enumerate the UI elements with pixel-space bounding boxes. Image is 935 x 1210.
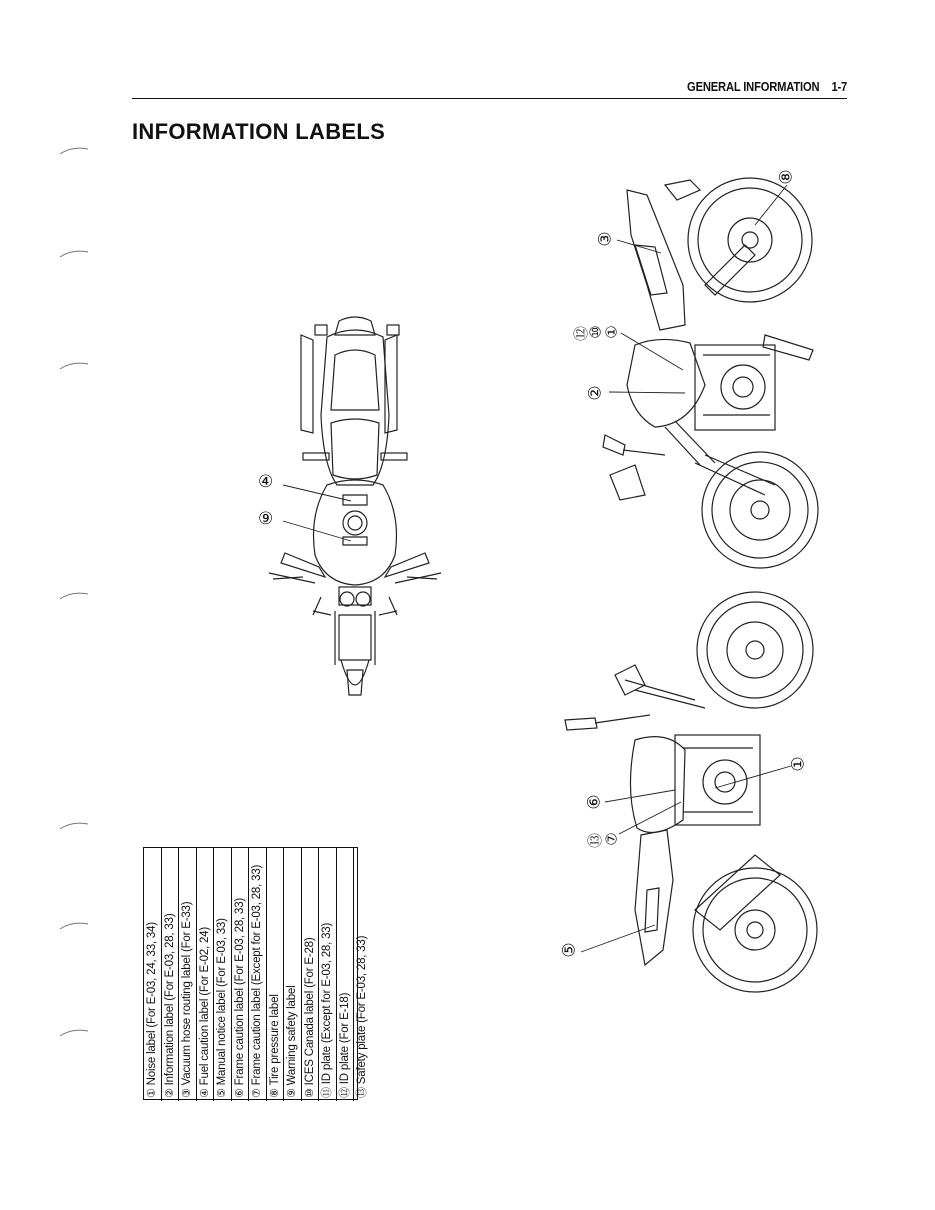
callout-13: ⑬ <box>586 832 605 849</box>
label-text: Safety plate (For E-03, 28, 33) <box>356 935 369 1085</box>
label-text: Tire pressure label <box>268 994 281 1086</box>
table-row <box>196 848 214 1101</box>
callout-1-left: ① <box>788 756 809 772</box>
label-number: ⑧ <box>267 1088 281 1098</box>
motorcycle-right-side-figure <box>565 165 825 570</box>
callout-12: ⑫ <box>572 325 591 342</box>
label-text: Vacuum hose routing label (For E-33) <box>181 901 194 1086</box>
label-text: Manual notice label (For E-03, 33) <box>216 918 229 1086</box>
table-row <box>354 848 371 1101</box>
label-number: ⑥ <box>232 1088 246 1098</box>
callout-4: ④ <box>258 472 274 492</box>
table-row <box>179 848 197 1101</box>
callout-7: ⑦ <box>602 832 621 846</box>
table-row <box>266 848 284 1101</box>
table-row <box>144 848 161 1101</box>
callout-5: ⑤ <box>559 942 580 958</box>
label-text: Information label (For E-03, 28, 33) <box>163 913 176 1086</box>
table-row <box>284 848 302 1101</box>
running-header <box>687 79 847 94</box>
callout-1: ① <box>602 325 621 339</box>
table-row <box>301 848 319 1101</box>
table-row <box>336 848 354 1101</box>
label-number: ④ <box>197 1088 211 1098</box>
motorcycle-top-view-figure <box>255 315 455 710</box>
label-number: ⑪ <box>320 1087 334 1098</box>
callout-6: ⑥ <box>584 794 605 810</box>
callout-10: ⑩ <box>586 325 605 339</box>
label-number: ③ <box>180 1088 194 1098</box>
table-row <box>231 848 249 1101</box>
label-text: ID plate (Except for E-03, 28, 33) <box>321 922 334 1085</box>
scan-mark <box>58 360 92 370</box>
label-text: Fuel caution label (For E-02, 24) <box>198 927 211 1086</box>
label-number: ⑬ <box>355 1087 369 1098</box>
scan-mark <box>58 145 92 155</box>
label-text: Noise label (For E-03, 24, 33, 34) <box>146 922 159 1086</box>
label-number: ② <box>162 1088 176 1098</box>
label-text: ICES Canada label (For E-28) <box>303 937 316 1086</box>
motorcycle-left-side-figure <box>555 590 825 1000</box>
label-number: ⑨ <box>285 1088 299 1098</box>
callout-2: ② <box>585 385 606 401</box>
label-text: Frame caution label (Except for E-03, 28, 33) <box>251 864 264 1086</box>
callout-9: ⑨ <box>258 509 274 529</box>
scan-mark <box>58 820 92 830</box>
table-row <box>319 848 337 1101</box>
callout-3: ③ <box>595 231 616 247</box>
table-row <box>249 848 267 1101</box>
label-number: ⑫ <box>337 1087 351 1098</box>
scan-mark <box>58 248 92 258</box>
table-row <box>161 848 179 1101</box>
label-text: ID plate (For E-18) <box>338 992 351 1085</box>
header-rule <box>132 98 847 99</box>
page-number: 1-7 <box>831 79 847 94</box>
label-number: ⑩ <box>302 1088 316 1098</box>
label-legend-table <box>144 848 371 1101</box>
scan-mark <box>58 1027 92 1037</box>
label-number: ① <box>145 1088 159 1098</box>
label-text: Warning safety label <box>286 985 299 1086</box>
label-number: ⑤ <box>215 1088 229 1098</box>
table-row <box>214 848 232 1101</box>
page-title: INFORMATION LABELS <box>132 119 386 144</box>
scan-mark <box>58 920 92 930</box>
section-name: GENERAL INFORMATION <box>686 79 820 94</box>
label-number: ⑦ <box>250 1088 264 1098</box>
scan-mark <box>58 590 92 600</box>
label-text: Frame caution label (For E-03, 28, 33) <box>233 897 246 1086</box>
callout-8: ⑧ <box>776 169 797 185</box>
label-legend-box <box>143 847 369 1100</box>
